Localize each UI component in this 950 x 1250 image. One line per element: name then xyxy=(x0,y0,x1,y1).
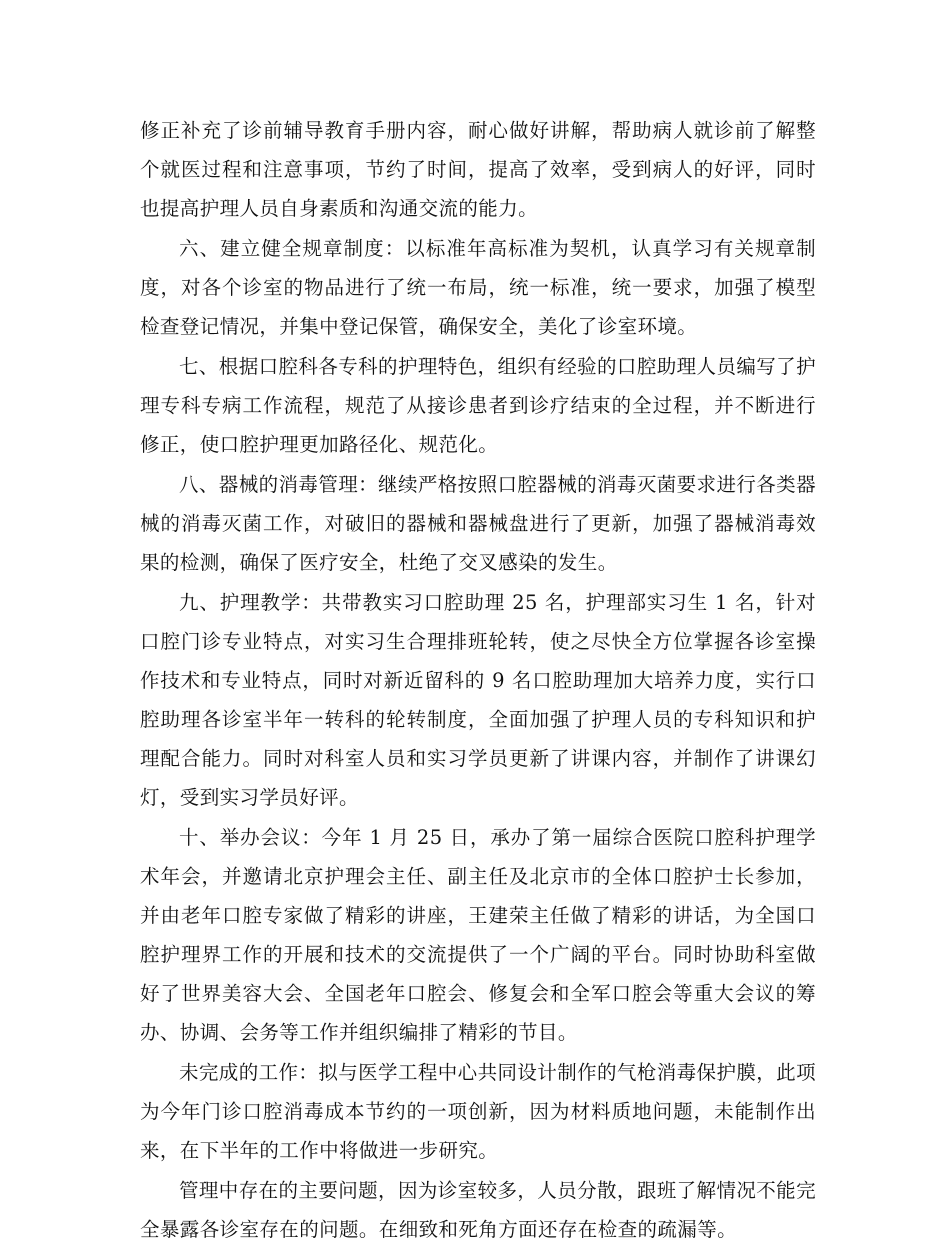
paragraph-section-9: 九、护理教学：共带教实习口腔助理 25 名，护理部实习生 1 名，针对口腔门诊专业特点，对实习生合理排班轮转，使之尽快全方位掌握各诊室操作技术和专业特点，同时对新近留科的 9 名口腔助理加大培养力度，实行口腔助理各诊室半年一转科的轮转制度，全面加强了护理人员的专科知识和护理配合能力。同时对科室人员和实习学员更新了讲课内容，并制作了讲课幻灯，受到实习学员好评。 xyxy=(140,591,816,809)
paragraph-section-8: 八、器械的消毒管理：继续严格按照口腔器械的消毒灭菌要求进行各类器械的消毒灭菌工作，对破旧的器械和器械盘进行了更新，加强了器械消毒效果的检测，确保了医疗安全，杜绝了交叉感染的发生。 xyxy=(140,473,816,574)
paragraph-main-problems: 管理中存在的主要问题，因为诊室较多，人员分散，跟班了解情况不能完全暴露各诊室存在的问题。在细致和死角方面还存在检查的疏漏等。 xyxy=(140,1179,816,1241)
paragraph-continued-intro: 修正补充了诊前辅导教育手册内容，耐心做好讲解，帮助病人就诊前了解整个就医过程和注意事项，节约了时间，提高了效率，受到病人的好评，同时也提高护理人员自身素质和沟通交流的能力。 xyxy=(140,119,816,220)
paragraph-section-10: 十、举办会议：今年 1 月 25 日，承办了第一届综合医院口腔科护理学术年会，并邀请北京护理会主任、副主任及北京市的全体口腔护士长参加，并由老年口腔专家做了精彩的讲座，王建荣主任做了精彩的讲话，为全国口腔护理界工作的开展和技术的交流提供了一个广阔的平台。同时协助科室做好了世界美容大会、全国老年口腔会、修复会和全军口腔会等重大会议的筹办、协调、会务等工作并组织编排了精彩的节目。 xyxy=(140,826,816,1044)
paragraph-section-6: 六、建立健全规章制度：以标准年高标准为契机，认真学习有关规章制度，对各个诊室的物品进行了统一布局，统一标准，统一要求，加强了模型检查登记情况，并集中登记保管，确保安全，美化了诊室环境。 xyxy=(140,237,816,338)
paragraph-unfinished-work: 未完成的工作：拟与医学工程中心共同设计制作的气枪消毒保护膜，此项为今年门诊口腔消毒成本节约的一项创新，因为材料质地问题，未能制作出来，在下半年的工作中将做进一步研究。 xyxy=(140,1061,816,1162)
paragraph-section-7: 七、根据口腔科各专科的护理特色，组织有经验的口腔助理人员编写了护理专科专病工作流程，规范了从接诊患者到诊疗结束的全过程，并不断进行修正，使口腔护理更加路径化、规范化。 xyxy=(140,355,816,456)
document-body xyxy=(140,111,816,1250)
